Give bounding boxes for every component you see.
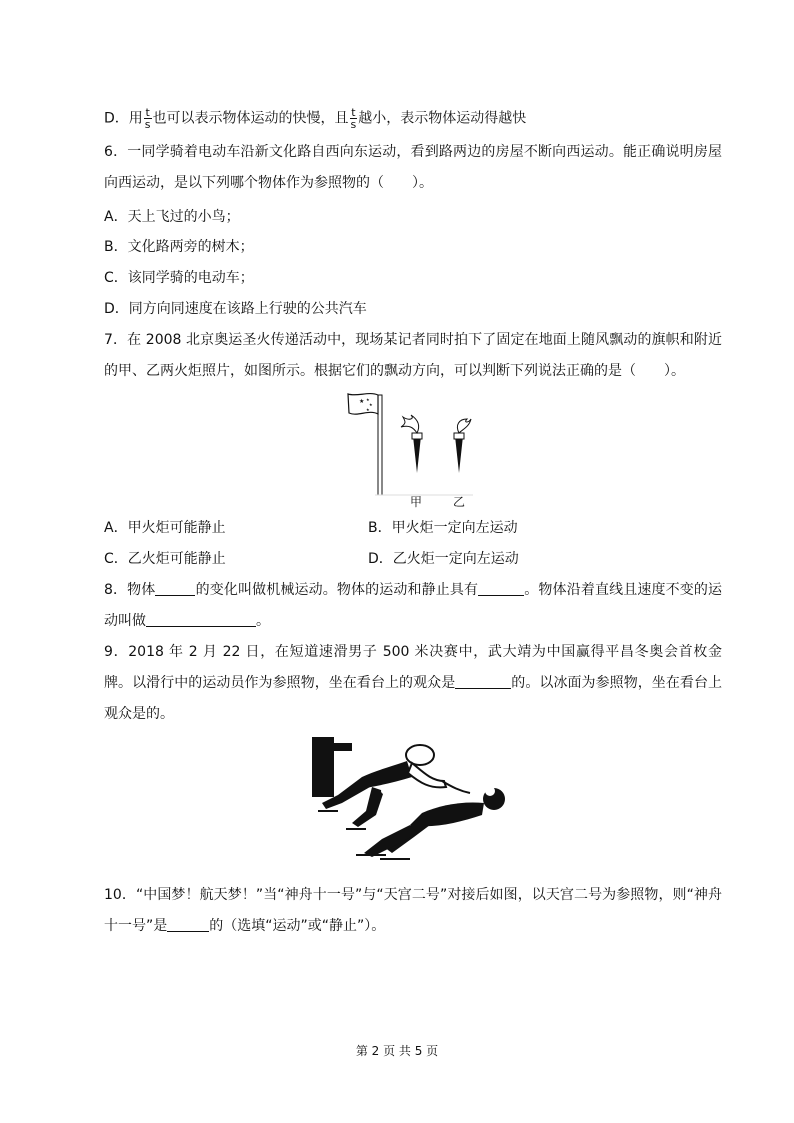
label-jia: 甲 [410,495,423,509]
q8-part2: 的变化叫做机械运动。物体的运动和静止具有 [195,582,479,598]
torch-jia-icon [413,436,421,473]
frac-denominator-2: s [350,118,357,131]
q6-stem: 6．一同学骑着电动车沿新文化路自西向东运动，看到路两边的房屋不断向西运动。能正确说明房屋向西运动，是以下列哪个物体作为参照物的（ ）。 [104,144,722,191]
speed-skating-figure [312,737,506,865]
q7-stem: 7．在 2008 北京奥运圣火传递活动中，现场某记者同时拍下了固定在地面上随风飘动的旗帜和附近的甲、乙两火炬照片，如图所示。根据它们的飘动方向，可以判断下列说法正确的是（ ）。 [104,332,722,379]
flame-yi-icon [457,419,471,433]
q8-part1: 8．物体 [104,582,156,598]
q10-blank-1[interactable] [167,917,209,932]
frac-numerator: t [145,106,150,119]
q6-option-a: A．天上飞过的小鸟； [104,209,240,225]
q7-option-d: D．乙火炬一定向左运动 [368,551,519,567]
fraction-t-over-s-2 [350,107,358,130]
q8-part3: 。物体沿着直线且速度不变的运动叫做 [104,582,722,629]
torch-yi-icon [455,436,463,473]
q7-option-a: A．甲火炬可能静止 [104,520,226,536]
q5-option-d [104,107,526,130]
q8-stem [104,575,722,637]
q6-option-c: C．该同学骑的电动车； [104,270,254,286]
q8-part4: 。 [256,613,270,629]
q9-part1: 9．2018 年 2 月 22 日，在短道速滑男子 500 米决赛中，武大靖为中国赢得平昌冬奥会首枚金牌。以滑行中的运动员作为参照物，坐在看台上的观众是 [104,644,722,691]
q5-d-mid: 也可以表示物体运动的快慢，且 [152,110,349,127]
flag-torch-figure [345,389,473,513]
q7-option-b: B．甲火炬一定向左运动 [368,520,518,536]
q10-part2: 的（选填“运动”或“静止”）。 [209,918,386,934]
frac-denominator: s [144,118,151,131]
q7-option-c: C．乙火炬可能静止 [104,551,226,567]
svg-text:★: ★ [369,402,373,407]
skaters-image [312,737,506,865]
page-footer: 第 2 页 共 5 页 [355,1044,439,1058]
label-yi: 乙 [453,495,466,509]
q6-option-b: B．文化路两旁的树木； [104,239,254,255]
q10-part1: 10．“中国梦！航天梦！”当“神舟十一号”与“天宫二号”对接后如图，以天宫二号为参照物，则“神舟十一号”是 [104,887,722,934]
flag-pole [378,395,382,495]
svg-text:★: ★ [359,398,365,405]
q5-d-suffix: 越小，表示物体运动得越快 [358,110,527,127]
svg-text:★: ★ [366,407,370,412]
q8-blank-3[interactable] [146,612,256,627]
q9-part2: 的。以冰面为参照物，坐在看台上观众是的。 [104,675,722,722]
q6-option-d: D．同方向同速度在该路上行驶的公共汽车 [104,301,367,317]
q8-blank-1[interactable] [155,581,195,596]
svg-text:★: ★ [366,397,370,402]
q9-stem [104,637,722,730]
frac-numerator-2: t [351,106,356,119]
q5-d-prefix: D．用 [104,110,143,127]
fraction-t-over-s [144,107,152,130]
q8-blank-2[interactable] [478,581,524,596]
q9-blank-1[interactable] [455,674,511,689]
q10-stem [104,880,722,942]
flame-jia-icon [401,415,419,433]
